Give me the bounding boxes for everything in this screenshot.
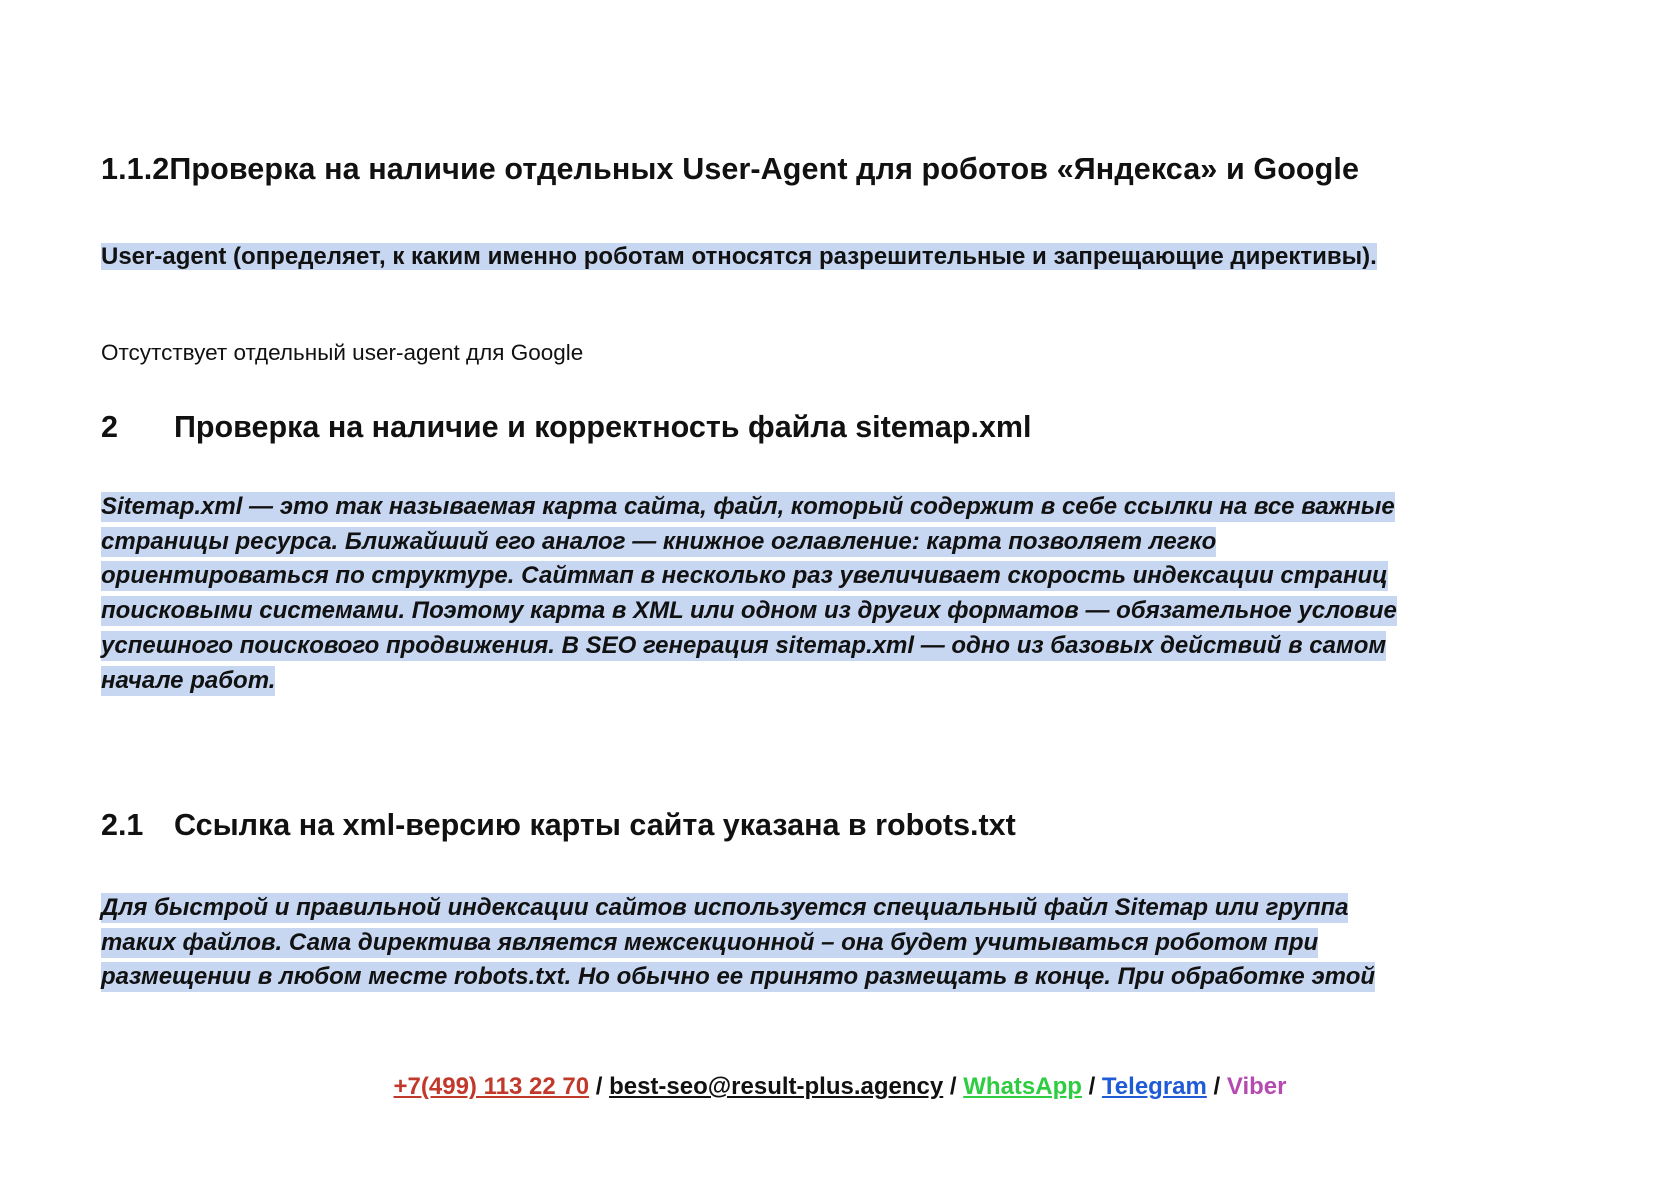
sitemap-directive-description <box>101 891 1375 995</box>
paragraph-line: таких файлов. Сама директива является межсекционной – она будет учитываться роботом при <box>101 928 1319 956</box>
contact-footer <box>0 1073 1680 1101</box>
separator: / <box>1088 1073 1096 1100</box>
sitemap-description <box>101 490 1397 698</box>
paragraph-line: страницы ресурса. Ближайший его аналог — книжное оглавление: карта позволяет легко <box>101 527 1217 555</box>
section-number: 2 <box>101 410 118 444</box>
section-title: Проверка на наличие отдельных User-Agent для роботов «Яндекса» и Google <box>169 152 1360 186</box>
paragraph-line: Для быстрой и правильной индексации сайтов используется специальный файл Sitemap или группа <box>101 894 1349 921</box>
paragraph-line: начале работ. <box>101 666 276 694</box>
section-title: Ссылка на xml-версию карты сайта указана в robots.txt <box>174 808 1016 842</box>
whatsapp-link[interactable]: WhatsApp <box>963 1073 1082 1100</box>
paragraph-line: поисковыми системами. Поэтому карта в XML или одном из других форматов — обязательное условие <box>101 597 1397 625</box>
paragraph-line: ориентироваться по структуре. Сайтмап в несколько раз увеличивает скорость индексации страниц <box>101 562 1388 590</box>
highlighted-text: User-agent (определяет, к каким именно роботам относятся разрешительные и запрещающие директивы). <box>101 243 1377 270</box>
section-number: 2.1 <box>101 808 144 842</box>
section-heading-2 <box>101 410 1032 445</box>
section-heading-2-1 <box>101 808 1016 843</box>
finding-text: Отсутствует отдельный user-agent для Google <box>101 340 584 365</box>
separator: / <box>1213 1073 1221 1100</box>
phone-link[interactable]: +7(499) 113 22 70 <box>393 1073 590 1100</box>
telegram-link[interactable]: Telegram <box>1101 1073 1207 1100</box>
paragraph-line: Sitemap.xml — это так называемая карта сайта, файл, который содержит в себе ссылки на все важные <box>101 493 1395 520</box>
viber-link[interactable]: Viber <box>1226 1073 1287 1100</box>
paragraph-line: успешного поискового продвижения. В SEO генерация sitemap.xml — одно из базовых действий в самом <box>101 631 1387 659</box>
separator: / <box>949 1073 957 1100</box>
section-number: 1.1.2 <box>101 152 170 186</box>
paragraph-line: размещении в любом месте robots.txt. Но обычно ее принято размещать в конце. При обработке этой <box>101 963 1376 991</box>
section-heading-1-1-2 <box>101 152 1359 187</box>
user-agent-definition <box>101 242 1377 272</box>
section-title: Проверка на наличие и корректность файла sitemap.xml <box>174 410 1032 444</box>
separator: / <box>595 1073 603 1100</box>
email-link[interactable]: best-seo@result-plus.agency <box>609 1073 944 1100</box>
